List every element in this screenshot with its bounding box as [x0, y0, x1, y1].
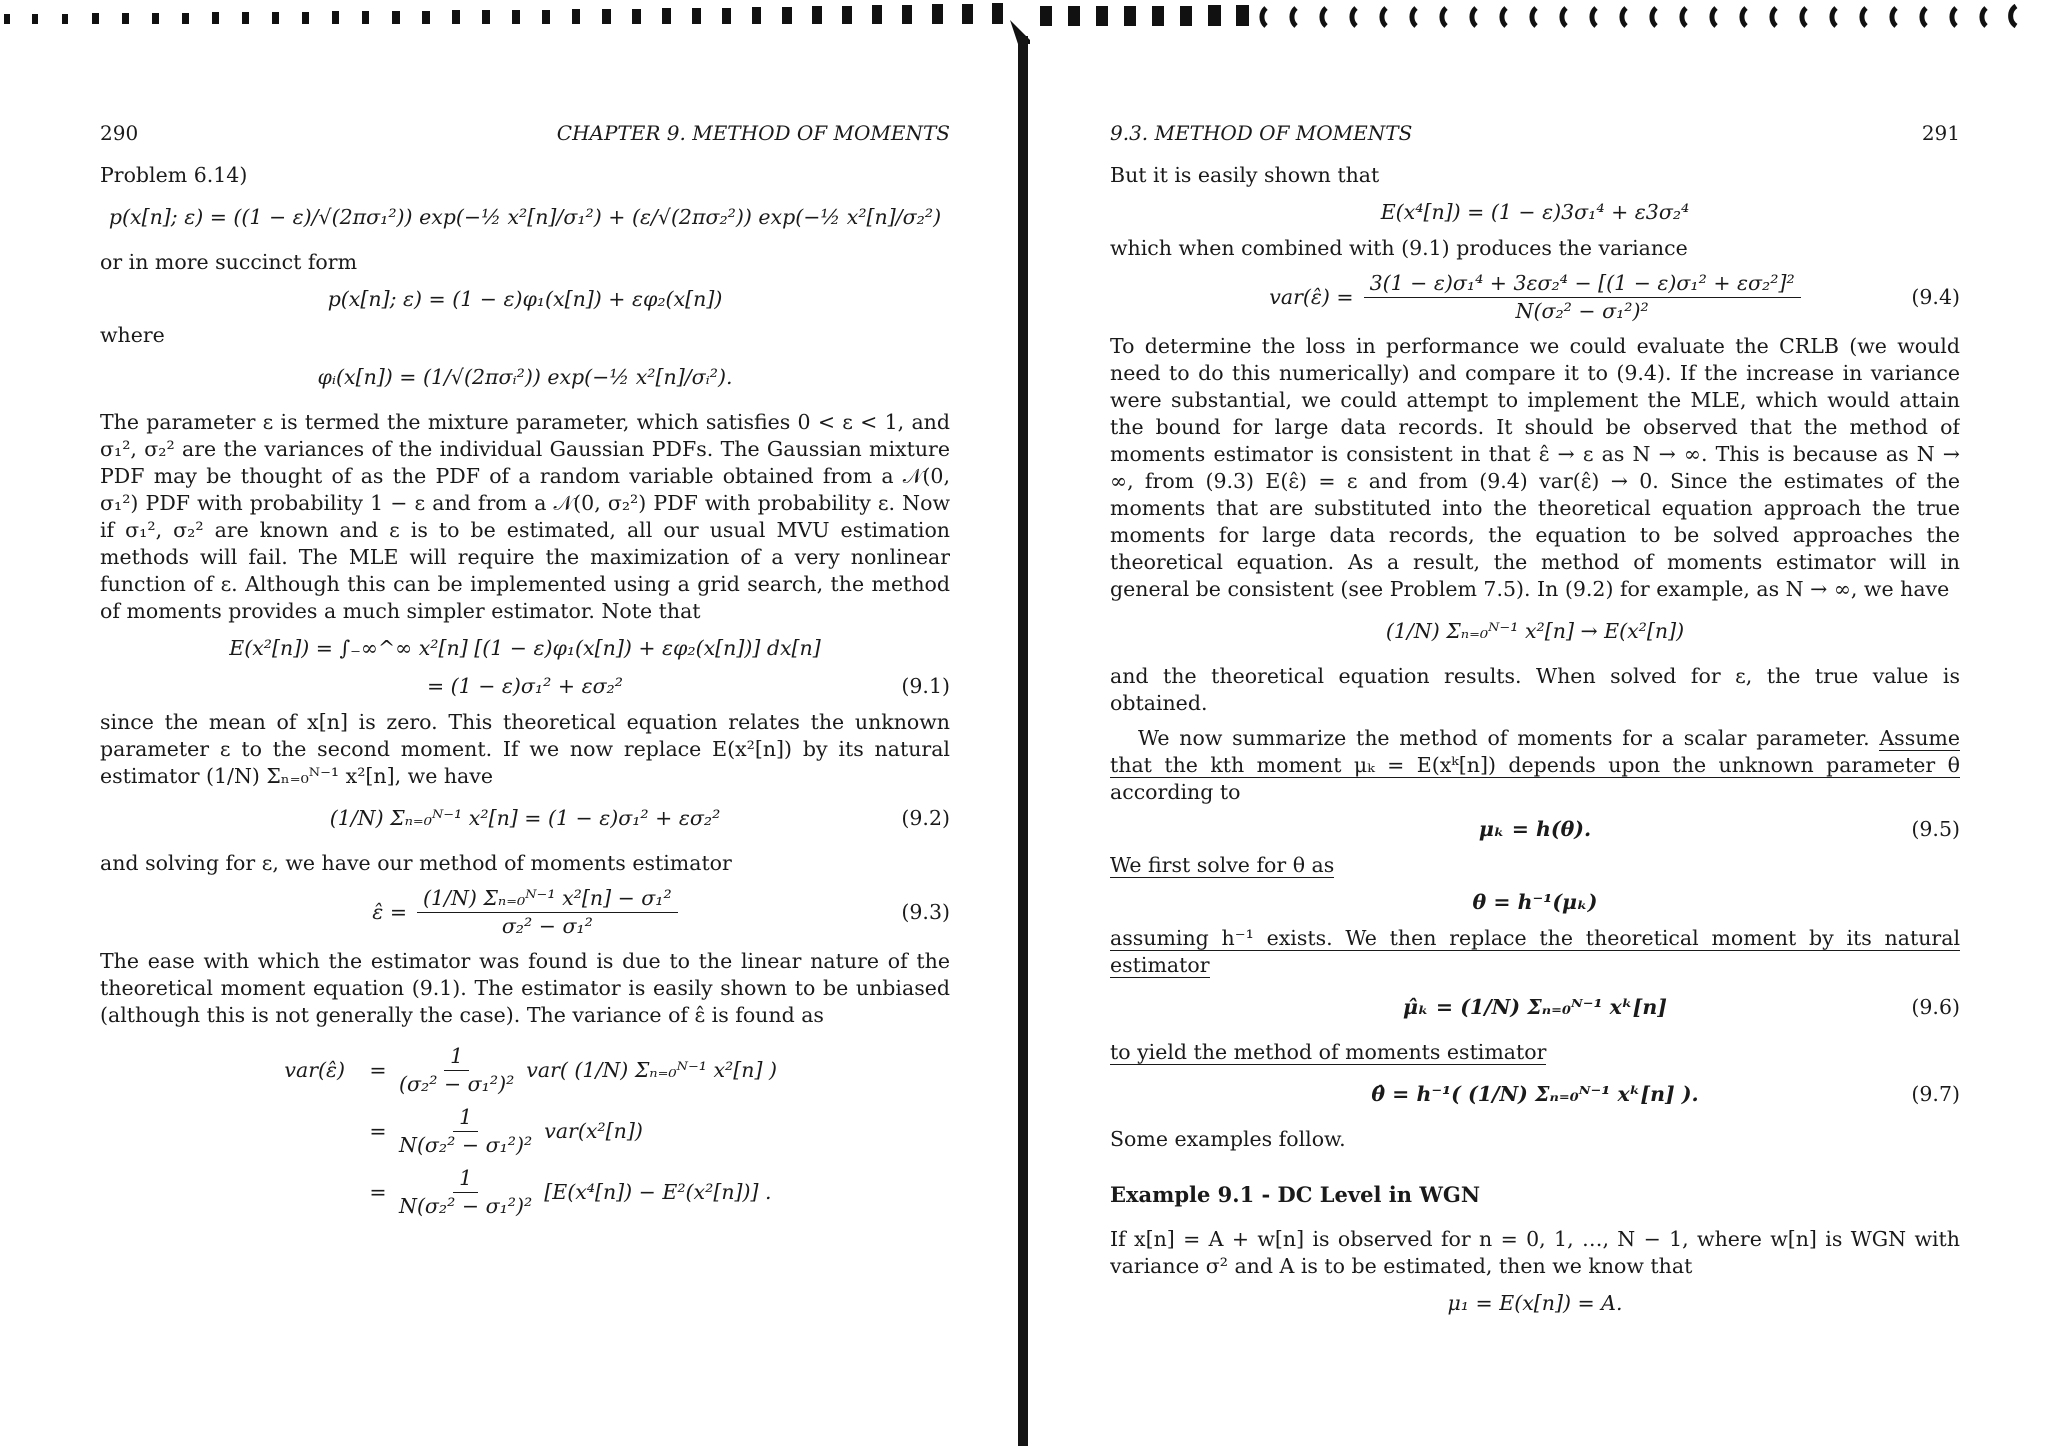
- equation-9-4: [1110, 270, 1960, 325]
- equation-9-2-body: (1/N) Σₙ₌₀ᴺ⁻¹ x²[n] = (1 − ε)σ₁² + εσ₂²: [329, 806, 721, 830]
- left-running-head: [100, 120, 950, 150]
- text-combined: which when combined with (9.1) produces the variance: [1110, 236, 1688, 260]
- equation-9-4-number: (9.4): [1911, 285, 1960, 309]
- variance-row-2-tail: var(x²[n]): [544, 1119, 643, 1143]
- paragraph-ease: The ease with which the estimator was found is due to the linear nature of the theoretical moment equation (9.1). The estimator is easily shown to be unbiased (although this is not generally the case). The variance of ε̂ is found as: [100, 949, 950, 1027]
- equation-9-4-fraction: [1364, 270, 1801, 325]
- variance-row-1-tail: var( (1/N) Σₙ₌₀ᴺ⁻¹ x²[n] ): [526, 1058, 777, 1082]
- equation-9-3-lhs: ε̂ =: [372, 900, 407, 924]
- variance-row-3-tail: [E(x⁴[n]) − E²(x²[n])] .: [544, 1180, 772, 1204]
- left-chapter-title: CHAPTER 9. METHOD OF MOMENTS: [556, 121, 950, 145]
- variance-row-1: [100, 1043, 950, 1098]
- equation-limit: (1/N) Σₙ₌₀ᴺ⁻¹ x²[n] → E(x²[n]): [1385, 619, 1685, 643]
- equation-9-1-rhs: = (1 − ε)σ₁² + εσ₂²: [426, 674, 623, 698]
- text-solving: and solving for ε, we have our method of moments estimator: [100, 851, 732, 875]
- text-succinct: or in more succinct form: [100, 250, 358, 274]
- text-yield-underlined: to yield the method of moments estimator: [1110, 1040, 1547, 1064]
- equation-9-2: [100, 798, 950, 842]
- text-theoretical: and the theoretical equation results. When solved for ε, the true value is obtained.: [1110, 664, 1960, 715]
- equation-9-5-number: (9.5): [1911, 817, 1960, 841]
- text-solve-theta: [1110, 852, 1960, 879]
- equation-9-6: [1110, 987, 1960, 1031]
- variance-row-3-denominator: N(σ₂² − σ₁²)²: [399, 1194, 533, 1218]
- variance-row-1-fraction: [393, 1043, 520, 1098]
- summary-underlined: Assume that the kth moment μₖ = E(xᵏ[n]) depends upon the unknown parameter θ: [1110, 726, 1960, 777]
- book-spine: [1018, 36, 1028, 1446]
- equation-9-7-body: θ̂ = h⁻¹( (1/N) Σₙ₌₀ᴺ⁻¹ xᵏ[n] ).: [1371, 1082, 1699, 1106]
- summary-suffix: according to: [1110, 780, 1241, 804]
- equation-9-3: [100, 885, 950, 940]
- right-page: [1110, 120, 1960, 1420]
- text-assuming-underlined: assuming h⁻¹ exists. We then replace the theoretical moment by its natural estimator: [1110, 926, 1960, 977]
- equation-theta: [1110, 887, 1960, 917]
- right-running-head: [1110, 120, 1960, 150]
- variance-eq-sign-2: =: [369, 1119, 387, 1143]
- equation-9-3-numerator: (1/N) Σₙ₌₀ᴺ⁻¹ x²[n] − σ₁²: [417, 885, 678, 913]
- variance-row-1-numerator: 1: [444, 1043, 469, 1071]
- equation-9-1-number: (9.1): [901, 674, 950, 698]
- variance-row-2-fraction: [393, 1104, 538, 1159]
- text-assuming: [1110, 925, 1960, 979]
- variance-row-3-numerator: 1: [453, 1165, 478, 1193]
- paragraph-example: If x[n] = A + w[n] is observed for n = 0, 1, …, N − 1, where w[n] is WGN with variance σ² and A is to be estimated, then we know that: [1110, 1227, 1960, 1278]
- equation-9-4-numerator: 3(1 − ε)σ₁⁴ + 3εσ₂⁴ − [(1 − ε)σ₁² + εσ₂²]²: [1364, 270, 1801, 298]
- variance-row-2: [100, 1104, 950, 1159]
- variance-row-2-denominator: N(σ₂² − σ₁²)²: [399, 1133, 533, 1157]
- left-page: [100, 120, 950, 1420]
- equation-mixture-pdf: p(x[n]; ε) = ((1 − ε)/√(2πσ₁²)) exp(−½ x²[n]/σ₁²) + (ε/√(2πσ₂²)) exp(−½ x²[n]/σ₂²): [108, 205, 942, 229]
- example-heading: Example 9.1 - DC Level in WGN: [1110, 1182, 1481, 1207]
- variance-eq-sign-1: =: [369, 1058, 387, 1082]
- equation-9-6-number: (9.6): [1911, 995, 1960, 1019]
- equation-9-7-number: (9.7): [1911, 1082, 1960, 1106]
- equation-9-4-denominator: N(σ₂² − σ₁²)²: [1515, 299, 1649, 323]
- equation-9-3-denominator: σ₂² − σ₁²: [501, 914, 593, 938]
- equation-9-3-fraction: [417, 885, 678, 940]
- text-yield: [1110, 1039, 1960, 1066]
- equation-theta-body: θ = h⁻¹(μₖ): [1472, 890, 1598, 914]
- text-examples: Some examples follow.: [1110, 1127, 1346, 1151]
- equation-9-2-number: (9.2): [901, 806, 950, 830]
- equation-9-5: [1110, 814, 1960, 844]
- equation-fourth-moment: E(x⁴[n]) = (1 − ε)3σ₁⁴ + ε3σ₂⁴: [1380, 200, 1690, 224]
- equation-9-4-lhs: var(ε̂) =: [1269, 285, 1354, 309]
- summary-prefix: We now summarize the method of moments for a scalar parameter.: [1138, 726, 1880, 750]
- paragraph-summary: [1110, 725, 1960, 806]
- variance-row-1-denominator: (σ₂² − σ₁²)²: [399, 1072, 515, 1096]
- variance-row-2-numerator: 1: [453, 1104, 478, 1132]
- right-page-number: 291: [1921, 121, 1960, 145]
- variance-lhs: var(ε̂): [284, 1058, 345, 1082]
- text-where: where: [100, 323, 165, 347]
- equation-mu1: μ₁ = E(x[n]) = A.: [1447, 1291, 1623, 1315]
- left-page-number: 290: [100, 121, 139, 145]
- paragraph-loss: To determine the loss in performance we could evaluate the CRLB (we would need to do this numerically) and compare it to (9.4). If the increase in variance were substantial, we could attempt to implement the MLE, which would attain the bound for large data records. It should be observed that the method of moments estimator is consistent in that ε̂ → ε as N → ∞. This is because as N → ∞, from (9.3) E(ε̂) = ε and from (9.4) var(ε̂) → 0. Since the estimates of the moments that are substituted into the theoretical equation approach the true moments for large data records, the equation to be solved approaches the theoretical equation. As a result, the method of moments estimator will in general be consistent (see Problem 7.5). In (9.2) for example, as N → ∞, we have: [1110, 334, 1960, 601]
- equation-9-3-number: (9.3): [901, 900, 950, 924]
- paragraph-mean: since the mean of x[n] is zero. This theoretical equation relates the unknown parameter ε to the second moment. If we now replace E(x²[n]) by its natural estimator (1/N) Σₙ₌₀ᴺ⁻¹ x²[n], we have: [100, 710, 950, 788]
- paragraph-mixture: The parameter ε is termed the mixture parameter, which satisfies 0 < ε < 1, and σ₁², σ₂² are the variances of the individual Gaussian PDFs. The Gaussian mixture PDF may be thought of as the PDF of a random variable obtained from a 𝒩(0, σ₁²) PDF with probability 1 − ε and from a 𝒩(0, σ₂²) PDF with probability ε. Now if σ₁², σ₂² are known and ε is to be estimated, all our usual MVU estimation methods will fail. The MLE will require the maximization of a very nonlinear function of ε. Although this can be implemented using a grid search, the method of moments provides a much simpler estimator. Note that: [100, 410, 950, 623]
- equation-9-6-body: μ̂ₖ = (1/N) Σₙ₌₀ᴺ⁻¹ xᵏ[n]: [1403, 995, 1667, 1019]
- variance-derivation: [100, 1043, 950, 1220]
- equation-9-1-line2: [100, 671, 950, 701]
- equation-9-1-line1: E(x²[n]) = ∫₋∞^∞ x²[n] [(1 − ε)φ₁(x[n]) + εφ₂(x[n])] dx[n]: [229, 636, 821, 660]
- equation-9-5-body: μₖ = h(θ).: [1478, 817, 1592, 841]
- variance-eq-sign-3: =: [369, 1180, 387, 1204]
- right-section-title: 9.3. METHOD OF MOMENTS: [1110, 121, 1413, 145]
- variance-row-3: [100, 1165, 950, 1220]
- variance-row-3-fraction: [393, 1165, 538, 1220]
- equation-phi: φᵢ(x[n]) = (1/√(2πσᵢ²)) exp(−½ x²[n]/σᵢ²).: [317, 365, 733, 389]
- right-lead-text: But it is easily shown that: [1110, 163, 1380, 187]
- equation-succinct-pdf: p(x[n]; ε) = (1 − ε)φ₁(x[n]) + εφ₂(x[n]): [327, 287, 723, 311]
- left-lead-text: Problem 6.14): [100, 163, 248, 187]
- equation-9-7: [1110, 1074, 1960, 1118]
- text-solve-theta-underlined: We first solve for θ as: [1110, 853, 1335, 877]
